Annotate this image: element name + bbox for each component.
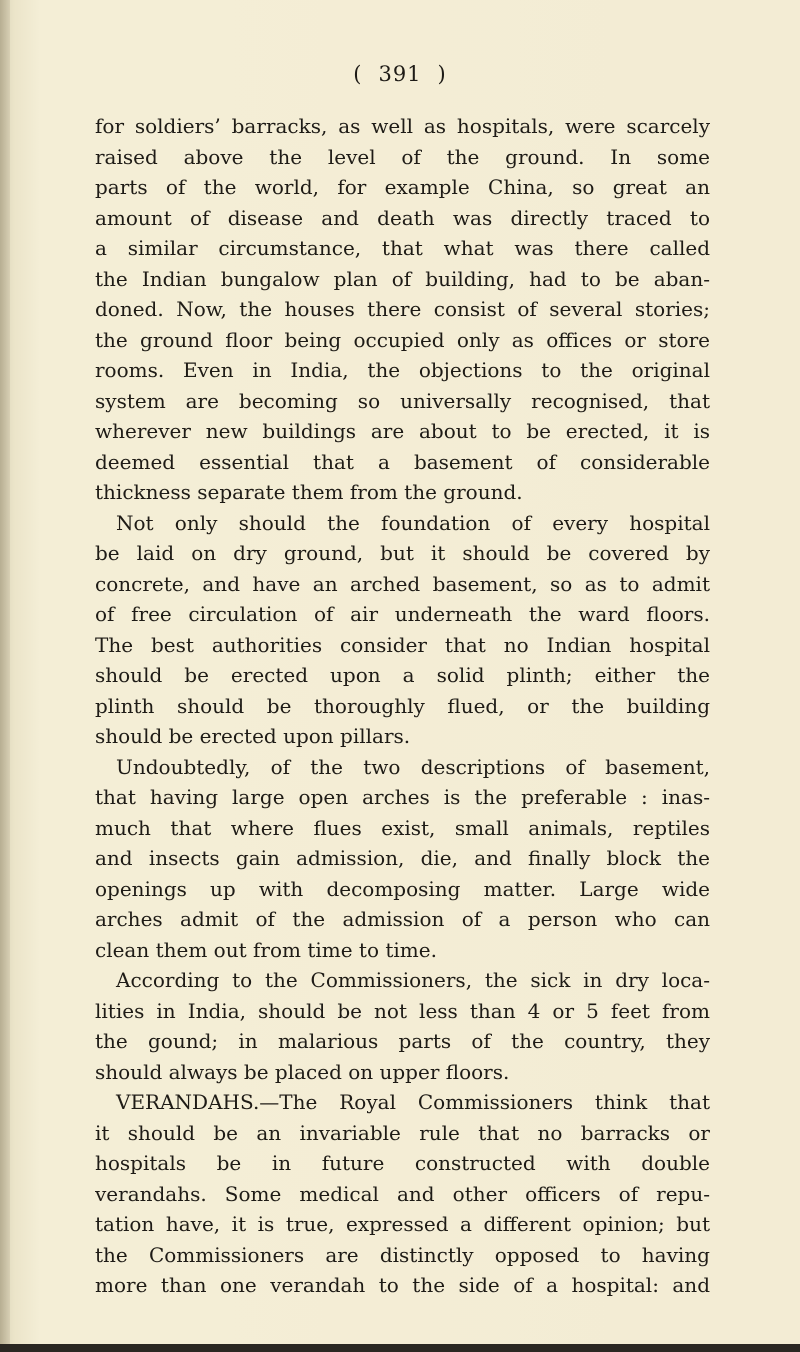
text-line: wherever new buildings are about to be erected, it is: [95, 419, 710, 443]
text-line: that having large open arches is the preferable : inas-: [95, 785, 710, 809]
text-line: should be erected upon pillars.: [95, 724, 411, 748]
text-line: thickness separate them from the ground.: [95, 480, 523, 504]
text-line: should be erected upon a solid plinth; either the: [95, 663, 710, 687]
text-line: a similar circumstance, that what was there called: [95, 236, 710, 260]
text-line: clean them out from time to time.: [95, 937, 437, 962]
page-number-open-paren: (: [353, 62, 363, 86]
text-line: should always be placed on upper floors.: [95, 1059, 510, 1084]
page-number: 391: [378, 62, 422, 86]
text-line: verandahs. Some medical and other officers of repu-: [95, 1181, 710, 1206]
page-spine-shadow: [0, 0, 10, 1352]
text-line: and insects gain admission, die, and finally block the: [95, 846, 710, 870]
text-line: for soldiers’ barracks, as well as hospitals, were scarcely: [95, 114, 710, 138]
text-line: Undoubtedly, of the two descriptions of basement,: [116, 754, 710, 779]
text-line: system are becoming so universally recognised, that: [95, 388, 710, 413]
text-line: the Commissioners are distinctly opposed to having: [95, 1242, 710, 1267]
text-line: concrete, and have an arched basement, so as to admit: [95, 571, 710, 596]
text-line: raised above the level of the ground. In some: [95, 144, 710, 169]
text-line: According to the Commissioners, the sick in dry loca-: [116, 968, 710, 992]
text-line: amount of disease and death was directly traced to: [95, 205, 710, 230]
text-line: The best authorities consider that no Indian hospital: [95, 632, 710, 657]
text-line: Not only should the foundation of every hospital: [116, 510, 710, 535]
text-line: arches admit of the admission of a person who can: [95, 907, 710, 931]
text-line: parts of the world, for example China, so great an: [95, 175, 710, 199]
text-line: much that where flues exist, small animals, reptiles: [95, 815, 710, 840]
text-line: the Indian bungalow plan of building, had to be aban-: [95, 266, 710, 291]
body-text: [95, 111, 710, 1301]
text-line: more than one verandah to the side of a hospital: and: [95, 1273, 710, 1297]
text-line: be laid on dry ground, but it should be covered by: [95, 541, 710, 565]
text-line: the gound; in malarious parts of the country, they: [95, 1029, 710, 1053]
text-line: rooms. Even in India, the objections to the original: [95, 358, 710, 382]
page-number-close-paren: ): [437, 62, 447, 86]
text-line: of free circulation of air underneath the ward floors.: [95, 602, 710, 626]
text-line: hospitals be in future constructed with double: [95, 1151, 710, 1175]
text-line: the ground floor being occupied only as offices or store: [95, 327, 710, 352]
text-line: openings up with decomposing matter. Large wide: [95, 876, 710, 901]
text-line: tation have, it is true, expressed a different opinion; but: [95, 1212, 710, 1236]
text-line: VERANDAHS.—The Royal Commissioners think that: [116, 1090, 710, 1114]
text-line: doned. Now, the houses there consist of several stories;: [95, 297, 710, 321]
page-bottom-edge: [0, 1344, 800, 1352]
text-line: it should be an invariable rule that no barracks or: [95, 1120, 710, 1145]
text-line: lities in India, should be not less than 4 or 5 feet from: [95, 998, 710, 1023]
text-line: plinth should be thoroughly flued, or the building: [95, 693, 710, 718]
text-line: deemed essential that a basement of considerable: [95, 449, 710, 474]
page-header: [0, 62, 800, 86]
